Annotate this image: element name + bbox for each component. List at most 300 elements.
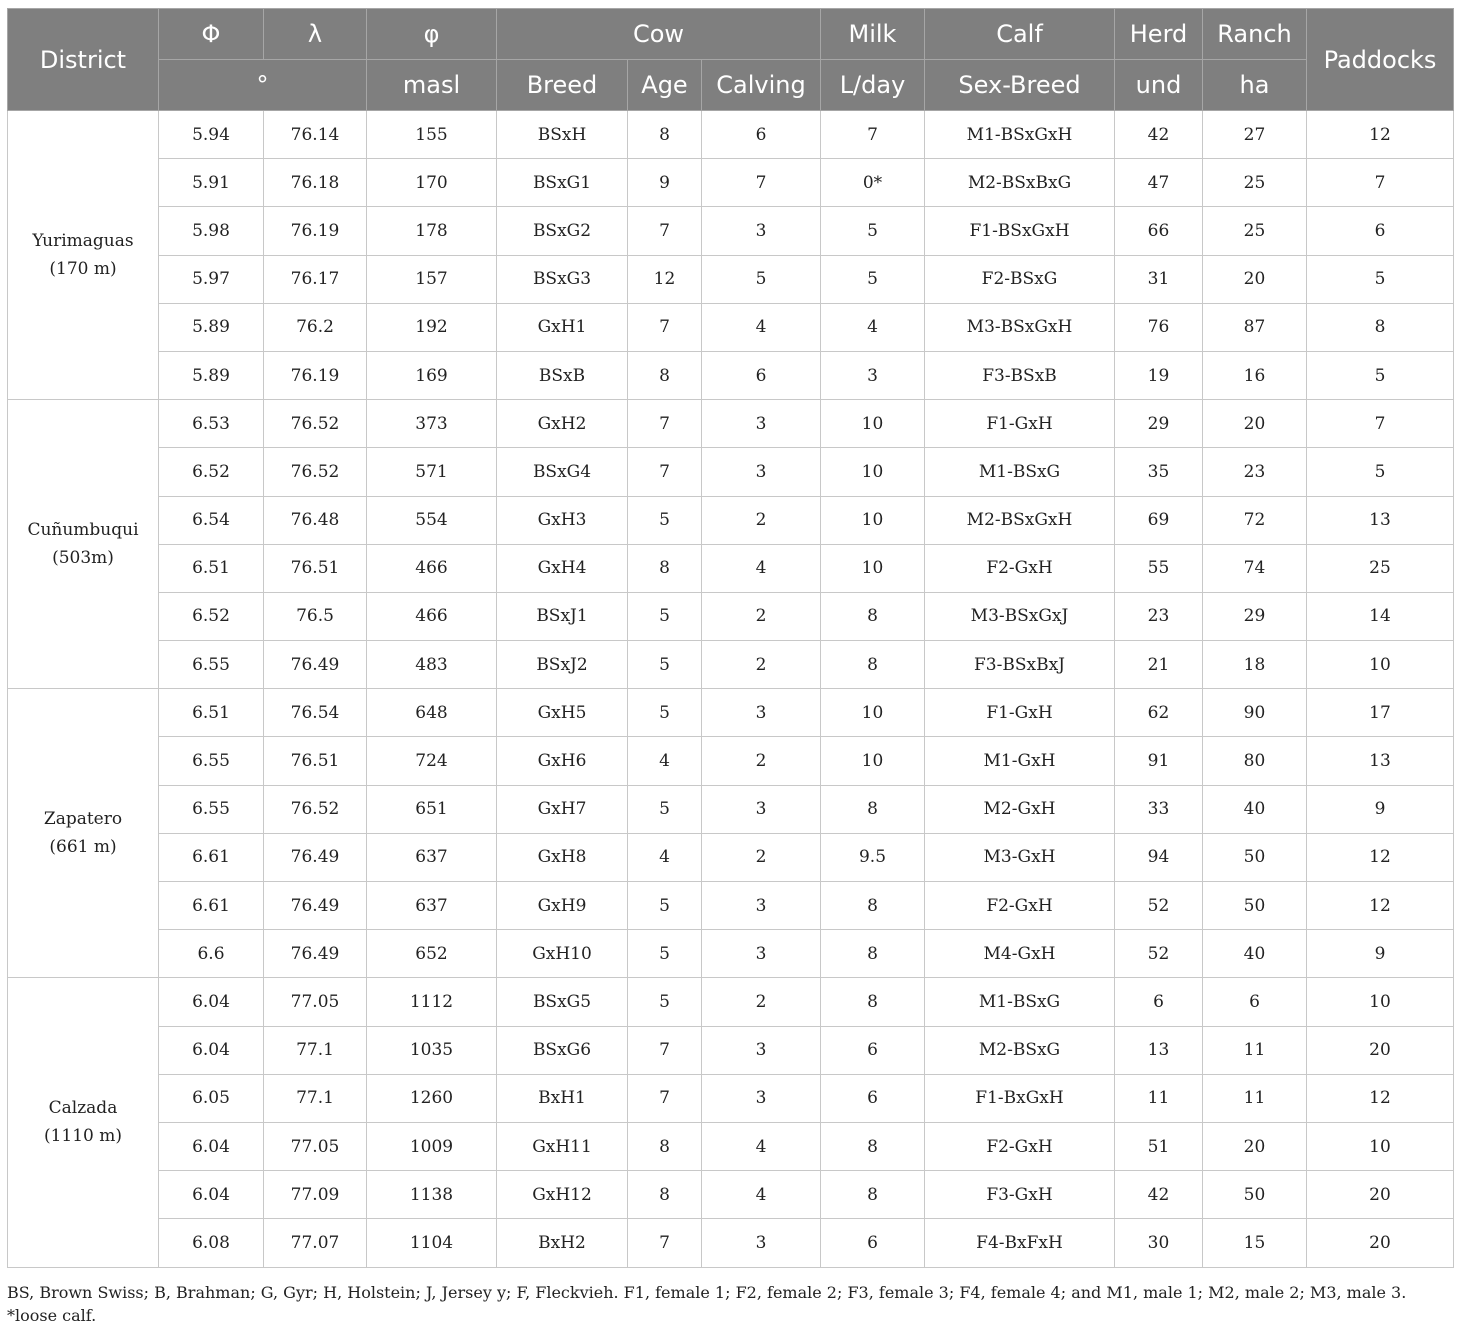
cell-age: 8 xyxy=(628,111,702,159)
cell-milk: 8 xyxy=(821,930,925,978)
header-masl-unit: masl xyxy=(367,60,497,111)
cell-age: 5 xyxy=(628,496,702,544)
cell-latitude: 6.52 xyxy=(159,592,264,640)
cell-age: 7 xyxy=(628,1074,702,1122)
cell-calf-sex-breed: F2-GxH xyxy=(925,882,1115,930)
cell-paddocks: 5 xyxy=(1307,351,1454,399)
header-ranch: Ranch xyxy=(1203,9,1307,60)
cell-longitude: 76.52 xyxy=(264,785,367,833)
header-sex-breed: Sex-Breed xyxy=(925,60,1115,111)
cell-milk: 5 xyxy=(821,255,925,303)
cell-paddocks: 13 xyxy=(1307,496,1454,544)
cell-milk: 10 xyxy=(821,496,925,544)
cell-latitude: 6.04 xyxy=(159,978,264,1026)
cell-paddocks: 7 xyxy=(1307,400,1454,448)
cell-herd: 66 xyxy=(1115,207,1203,255)
cell-latitude: 5.89 xyxy=(159,303,264,351)
cell-ranch: 11 xyxy=(1203,1026,1307,1074)
header-row-2 xyxy=(8,60,1454,111)
cell-latitude: 6.04 xyxy=(159,1122,264,1170)
cell-ranch: 50 xyxy=(1203,833,1307,881)
cell-paddocks: 6 xyxy=(1307,207,1454,255)
cell-ranch: 90 xyxy=(1203,689,1307,737)
table-row xyxy=(8,400,1454,448)
cell-paddocks: 14 xyxy=(1307,592,1454,640)
cell-longitude: 76.19 xyxy=(264,351,367,399)
cell-altitude: 373 xyxy=(367,400,497,448)
cell-calving: 7 xyxy=(702,159,821,207)
cell-breed: BSxG3 xyxy=(497,255,628,303)
cell-milk: 10 xyxy=(821,544,925,592)
header-lday-unit: L/day xyxy=(821,60,925,111)
cell-calving: 2 xyxy=(702,978,821,1026)
cell-paddocks: 10 xyxy=(1307,978,1454,1026)
cell-ranch: 50 xyxy=(1203,882,1307,930)
header-milk: Milk xyxy=(821,9,925,60)
header-ha-unit: ha xyxy=(1203,60,1307,111)
cell-breed: GxH12 xyxy=(497,1171,628,1219)
cell-altitude: 157 xyxy=(367,255,497,303)
cell-longitude: 76.18 xyxy=(264,159,367,207)
cell-breed: BxH2 xyxy=(497,1219,628,1267)
cell-latitude: 6.04 xyxy=(159,1171,264,1219)
cell-milk: 5 xyxy=(821,207,925,255)
cell-calving: 2 xyxy=(702,737,821,785)
header-longitude: λ xyxy=(264,9,367,60)
cell-latitude: 6.08 xyxy=(159,1219,264,1267)
cell-latitude: 6.51 xyxy=(159,544,264,592)
data-table xyxy=(7,8,1454,1268)
cell-paddocks: 5 xyxy=(1307,255,1454,303)
cell-calving: 3 xyxy=(702,785,821,833)
cell-breed: BxH1 xyxy=(497,1074,628,1122)
cell-longitude: 76.49 xyxy=(264,833,367,881)
cell-altitude: 652 xyxy=(367,930,497,978)
cell-ranch: 40 xyxy=(1203,785,1307,833)
cell-ranch: 40 xyxy=(1203,930,1307,978)
cell-age: 9 xyxy=(628,159,702,207)
cell-latitude: 5.89 xyxy=(159,351,264,399)
cell-herd: 76 xyxy=(1115,303,1203,351)
cell-calf-sex-breed: M3-BSxGxJ xyxy=(925,592,1115,640)
cell-calf-sex-breed: M2-BSxBxG xyxy=(925,159,1115,207)
cell-breed: GxH1 xyxy=(497,303,628,351)
table-row xyxy=(8,978,1454,1026)
cell-ranch: 18 xyxy=(1203,641,1307,689)
cell-breed: GxH8 xyxy=(497,833,628,881)
cell-age: 8 xyxy=(628,544,702,592)
cell-herd: 69 xyxy=(1115,496,1203,544)
cell-calving: 4 xyxy=(702,303,821,351)
cell-age: 12 xyxy=(628,255,702,303)
cell-milk: 8 xyxy=(821,785,925,833)
cell-breed: BSxB xyxy=(497,351,628,399)
cell-calf-sex-breed: M2-BSxGxH xyxy=(925,496,1115,544)
cell-latitude: 6.51 xyxy=(159,689,264,737)
table-row xyxy=(8,1026,1454,1074)
cell-altitude: 155 xyxy=(367,111,497,159)
cell-age: 5 xyxy=(628,930,702,978)
district-name: Yurimaguas xyxy=(32,231,134,252)
cell-latitude: 5.91 xyxy=(159,159,264,207)
table-row xyxy=(8,882,1454,930)
cell-herd: 51 xyxy=(1115,1122,1203,1170)
table-row xyxy=(8,1171,1454,1219)
cell-age: 7 xyxy=(628,1219,702,1267)
cell-longitude: 76.51 xyxy=(264,737,367,785)
cell-ranch: 23 xyxy=(1203,448,1307,496)
cell-ranch: 50 xyxy=(1203,1171,1307,1219)
cell-calf-sex-breed: F2-GxH xyxy=(925,1122,1115,1170)
cell-paddocks: 25 xyxy=(1307,544,1454,592)
cell-breed: GxH4 xyxy=(497,544,628,592)
cell-calving: 3 xyxy=(702,400,821,448)
table-row xyxy=(8,351,1454,399)
cell-herd: 94 xyxy=(1115,833,1203,881)
district-cell xyxy=(8,400,159,689)
cell-paddocks: 12 xyxy=(1307,1074,1454,1122)
cell-ranch: 20 xyxy=(1203,255,1307,303)
cell-calving: 2 xyxy=(702,641,821,689)
cell-breed: GxH2 xyxy=(497,400,628,448)
cell-age: 7 xyxy=(628,1026,702,1074)
cell-ranch: 74 xyxy=(1203,544,1307,592)
cell-longitude: 77.05 xyxy=(264,978,367,1026)
cell-age: 7 xyxy=(628,207,702,255)
cell-longitude: 76.14 xyxy=(264,111,367,159)
table-row xyxy=(8,785,1454,833)
cell-ranch: 27 xyxy=(1203,111,1307,159)
header-calf: Calf xyxy=(925,9,1115,60)
cell-breed: BSxJ1 xyxy=(497,592,628,640)
cell-calving: 6 xyxy=(702,351,821,399)
table-row xyxy=(8,111,1454,159)
cell-latitude: 5.98 xyxy=(159,207,264,255)
cell-calf-sex-breed: F1-BSxGxH xyxy=(925,207,1115,255)
cell-calf-sex-breed: F1-GxH xyxy=(925,689,1115,737)
header-district: District xyxy=(8,9,159,111)
cell-milk: 9.5 xyxy=(821,833,925,881)
district-altitude: (1110 m) xyxy=(43,1126,123,1147)
cell-altitude: 1112 xyxy=(367,978,497,1026)
cell-calf-sex-breed: F3-BSxB xyxy=(925,351,1115,399)
cell-milk: 7 xyxy=(821,111,925,159)
cell-breed: BSxH xyxy=(497,111,628,159)
cell-milk: 8 xyxy=(821,1122,925,1170)
cell-ranch: 15 xyxy=(1203,1219,1307,1267)
cell-calving: 4 xyxy=(702,1171,821,1219)
cell-milk: 6 xyxy=(821,1026,925,1074)
cell-calf-sex-breed: M1-GxH xyxy=(925,737,1115,785)
cell-age: 7 xyxy=(628,303,702,351)
table-row xyxy=(8,641,1454,689)
cell-herd: 13 xyxy=(1115,1026,1203,1074)
cell-longitude: 77.05 xyxy=(264,1122,367,1170)
district-altitude: (503m) xyxy=(52,548,114,569)
cell-calving: 5 xyxy=(702,255,821,303)
cell-longitude: 76.2 xyxy=(264,303,367,351)
cell-paddocks: 20 xyxy=(1307,1026,1454,1074)
cell-calf-sex-breed: F2-BSxG xyxy=(925,255,1115,303)
cell-altitude: 1138 xyxy=(367,1171,497,1219)
cell-calf-sex-breed: F1-BxGxH xyxy=(925,1074,1115,1122)
header-herd: Herd xyxy=(1115,9,1203,60)
cell-herd: 35 xyxy=(1115,448,1203,496)
table-row xyxy=(8,833,1454,881)
cell-calf-sex-breed: F3-BSxBxJ xyxy=(925,641,1115,689)
cell-herd: 29 xyxy=(1115,400,1203,448)
cell-calving: 3 xyxy=(702,689,821,737)
cell-calving: 3 xyxy=(702,207,821,255)
cell-age: 5 xyxy=(628,785,702,833)
header-und-unit: und xyxy=(1115,60,1203,111)
cell-paddocks: 13 xyxy=(1307,737,1454,785)
table-row xyxy=(8,1122,1454,1170)
cell-breed: BSxG6 xyxy=(497,1026,628,1074)
cell-longitude: 76.48 xyxy=(264,496,367,544)
district-name: Zapatero xyxy=(43,809,123,830)
cell-ranch: 16 xyxy=(1203,351,1307,399)
cell-milk: 8 xyxy=(821,882,925,930)
cell-longitude: 77.07 xyxy=(264,1219,367,1267)
cell-milk: 0* xyxy=(821,159,925,207)
table-row xyxy=(8,1074,1454,1122)
cell-milk: 6 xyxy=(821,1219,925,1267)
cell-calf-sex-breed: M4-GxH xyxy=(925,930,1115,978)
cell-calving: 3 xyxy=(702,1074,821,1122)
cell-calving: 2 xyxy=(702,592,821,640)
cell-calf-sex-breed: M1-BSxG xyxy=(925,978,1115,1026)
cell-age: 8 xyxy=(628,1171,702,1219)
district-altitude: (661 m) xyxy=(49,837,117,858)
footnote-abbreviations: BS, Brown Swiss; B, Brahman; G, Gyr; H, Holstein; J, Jersey y; F, Fleckvieh. F1, female 1; F2, female 2; F3, female 3; F4, female 4; and M1, male 1; M2, male 2; M3, male 3. xyxy=(7,1283,1407,1302)
cell-ranch: 6 xyxy=(1203,978,1307,1026)
cell-altitude: 170 xyxy=(367,159,497,207)
cell-latitude: 6.05 xyxy=(159,1074,264,1122)
cell-altitude: 466 xyxy=(367,544,497,592)
cell-milk: 8 xyxy=(821,1171,925,1219)
cell-longitude: 76.52 xyxy=(264,448,367,496)
cell-altitude: 651 xyxy=(367,785,497,833)
cell-calving: 2 xyxy=(702,833,821,881)
cell-latitude: 6.53 xyxy=(159,400,264,448)
cell-herd: 42 xyxy=(1115,111,1203,159)
cell-latitude: 6.55 xyxy=(159,737,264,785)
cell-milk: 10 xyxy=(821,737,925,785)
header-latitude: Φ xyxy=(159,9,264,60)
cell-herd: 23 xyxy=(1115,592,1203,640)
cell-ranch: 25 xyxy=(1203,159,1307,207)
cell-calf-sex-breed: F1-GxH xyxy=(925,400,1115,448)
cell-paddocks: 20 xyxy=(1307,1219,1454,1267)
district-altitude: (170 m) xyxy=(49,259,117,280)
cell-calf-sex-breed: M3-BSxGxH xyxy=(925,303,1115,351)
cell-age: 4 xyxy=(628,833,702,881)
cell-milk: 6 xyxy=(821,1074,925,1122)
cell-herd: 30 xyxy=(1115,1219,1203,1267)
cell-altitude: 1035 xyxy=(367,1026,497,1074)
cell-milk: 4 xyxy=(821,303,925,351)
cell-longitude: 76.49 xyxy=(264,930,367,978)
cell-calf-sex-breed: F4-BxFxH xyxy=(925,1219,1115,1267)
header-paddocks: Paddocks xyxy=(1307,9,1454,111)
cell-altitude: 178 xyxy=(367,207,497,255)
cell-calving: 4 xyxy=(702,544,821,592)
cell-herd: 6 xyxy=(1115,978,1203,1026)
cell-paddocks: 12 xyxy=(1307,882,1454,930)
cell-altitude: 571 xyxy=(367,448,497,496)
cell-calving: 6 xyxy=(702,111,821,159)
cell-calving: 3 xyxy=(702,930,821,978)
cell-age: 8 xyxy=(628,351,702,399)
district-cell xyxy=(8,978,159,1267)
cell-longitude: 76.5 xyxy=(264,592,367,640)
cell-calving: 3 xyxy=(702,882,821,930)
footnote-loose-calf: *loose calf. xyxy=(7,1306,97,1325)
cell-ranch: 20 xyxy=(1203,400,1307,448)
header-degree-unit: ° xyxy=(159,60,367,111)
cell-paddocks: 12 xyxy=(1307,833,1454,881)
cell-milk: 10 xyxy=(821,689,925,737)
cell-longitude: 76.17 xyxy=(264,255,367,303)
cell-paddocks: 20 xyxy=(1307,1171,1454,1219)
table-row xyxy=(8,255,1454,303)
cell-calving: 3 xyxy=(702,1219,821,1267)
district-cell xyxy=(8,689,159,978)
cell-herd: 19 xyxy=(1115,351,1203,399)
cell-altitude: 1260 xyxy=(367,1074,497,1122)
cell-altitude: 648 xyxy=(367,689,497,737)
cell-longitude: 77.1 xyxy=(264,1026,367,1074)
cell-herd: 62 xyxy=(1115,689,1203,737)
cell-ranch: 72 xyxy=(1203,496,1307,544)
cell-latitude: 6.04 xyxy=(159,1026,264,1074)
cell-longitude: 76.52 xyxy=(264,400,367,448)
cell-herd: 11 xyxy=(1115,1074,1203,1122)
table-row xyxy=(8,737,1454,785)
cell-herd: 91 xyxy=(1115,737,1203,785)
cell-ranch: 11 xyxy=(1203,1074,1307,1122)
cell-breed: BSxG2 xyxy=(497,207,628,255)
cell-age: 5 xyxy=(628,641,702,689)
cell-longitude: 76.49 xyxy=(264,641,367,689)
cell-calving: 3 xyxy=(702,1026,821,1074)
cell-altitude: 1104 xyxy=(367,1219,497,1267)
cell-breed: GxH7 xyxy=(497,785,628,833)
cell-altitude: 554 xyxy=(367,496,497,544)
cell-breed: GxH6 xyxy=(497,737,628,785)
district-name: Calzada xyxy=(48,1098,118,1119)
cell-milk: 3 xyxy=(821,351,925,399)
header-cow: Cow xyxy=(497,9,821,60)
cell-herd: 52 xyxy=(1115,882,1203,930)
cell-paddocks: 10 xyxy=(1307,1122,1454,1170)
cell-calf-sex-breed: M3-GxH xyxy=(925,833,1115,881)
cell-latitude: 6.6 xyxy=(159,930,264,978)
cell-latitude: 6.54 xyxy=(159,496,264,544)
cell-latitude: 5.94 xyxy=(159,111,264,159)
cell-age: 4 xyxy=(628,737,702,785)
cell-longitude: 76.19 xyxy=(264,207,367,255)
cell-latitude: 6.61 xyxy=(159,833,264,881)
cell-breed: GxH11 xyxy=(497,1122,628,1170)
cell-paddocks: 10 xyxy=(1307,641,1454,689)
table-row xyxy=(8,207,1454,255)
cell-milk: 8 xyxy=(821,592,925,640)
cell-milk: 8 xyxy=(821,641,925,689)
cell-herd: 33 xyxy=(1115,785,1203,833)
table-row xyxy=(8,544,1454,592)
cell-paddocks: 8 xyxy=(1307,303,1454,351)
cell-age: 7 xyxy=(628,400,702,448)
cell-altitude: 483 xyxy=(367,641,497,689)
header-calving: Calving xyxy=(702,60,821,111)
header-altitude: φ xyxy=(367,9,497,60)
cell-paddocks: 9 xyxy=(1307,930,1454,978)
cell-latitude: 6.55 xyxy=(159,785,264,833)
cell-latitude: 6.52 xyxy=(159,448,264,496)
cell-paddocks: 7 xyxy=(1307,159,1454,207)
cell-milk: 10 xyxy=(821,448,925,496)
cell-milk: 8 xyxy=(821,978,925,1026)
cell-altitude: 192 xyxy=(367,303,497,351)
cell-breed: GxH9 xyxy=(497,882,628,930)
cell-breed: BSxJ2 xyxy=(497,641,628,689)
cell-milk: 10 xyxy=(821,400,925,448)
cell-age: 5 xyxy=(628,592,702,640)
cell-breed: GxH10 xyxy=(497,930,628,978)
cell-age: 5 xyxy=(628,882,702,930)
district-name: Cuñumbuqui xyxy=(27,520,139,541)
table-row xyxy=(8,689,1454,737)
cell-calving: 2 xyxy=(702,496,821,544)
table-body xyxy=(8,111,1454,1268)
table-row xyxy=(8,303,1454,351)
cell-latitude: 5.97 xyxy=(159,255,264,303)
cell-altitude: 637 xyxy=(367,833,497,881)
cell-longitude: 76.54 xyxy=(264,689,367,737)
cell-herd: 21 xyxy=(1115,641,1203,689)
cell-breed: GxH5 xyxy=(497,689,628,737)
cell-ranch: 25 xyxy=(1203,207,1307,255)
cell-calf-sex-breed: M2-BSxG xyxy=(925,1026,1115,1074)
cell-altitude: 724 xyxy=(367,737,497,785)
table-row xyxy=(8,448,1454,496)
cell-longitude: 77.09 xyxy=(264,1171,367,1219)
cell-calf-sex-breed: M1-BSxGxH xyxy=(925,111,1115,159)
cell-ranch: 87 xyxy=(1203,303,1307,351)
table-row xyxy=(8,496,1454,544)
cell-altitude: 637 xyxy=(367,882,497,930)
cell-breed: GxH3 xyxy=(497,496,628,544)
cell-breed: BSxG1 xyxy=(497,159,628,207)
cell-breed: BSxG4 xyxy=(497,448,628,496)
data-table-container xyxy=(7,8,1453,1268)
cell-altitude: 466 xyxy=(367,592,497,640)
cell-paddocks: 17 xyxy=(1307,689,1454,737)
district-cell xyxy=(8,111,159,400)
cell-longitude: 76.51 xyxy=(264,544,367,592)
cell-calf-sex-breed: F3-GxH xyxy=(925,1171,1115,1219)
cell-altitude: 1009 xyxy=(367,1122,497,1170)
table-row xyxy=(8,930,1454,978)
table-row xyxy=(8,592,1454,640)
cell-calf-sex-breed: F2-GxH xyxy=(925,544,1115,592)
cell-age: 5 xyxy=(628,689,702,737)
cell-longitude: 77.1 xyxy=(264,1074,367,1122)
cell-herd: 52 xyxy=(1115,930,1203,978)
cell-latitude: 6.61 xyxy=(159,882,264,930)
